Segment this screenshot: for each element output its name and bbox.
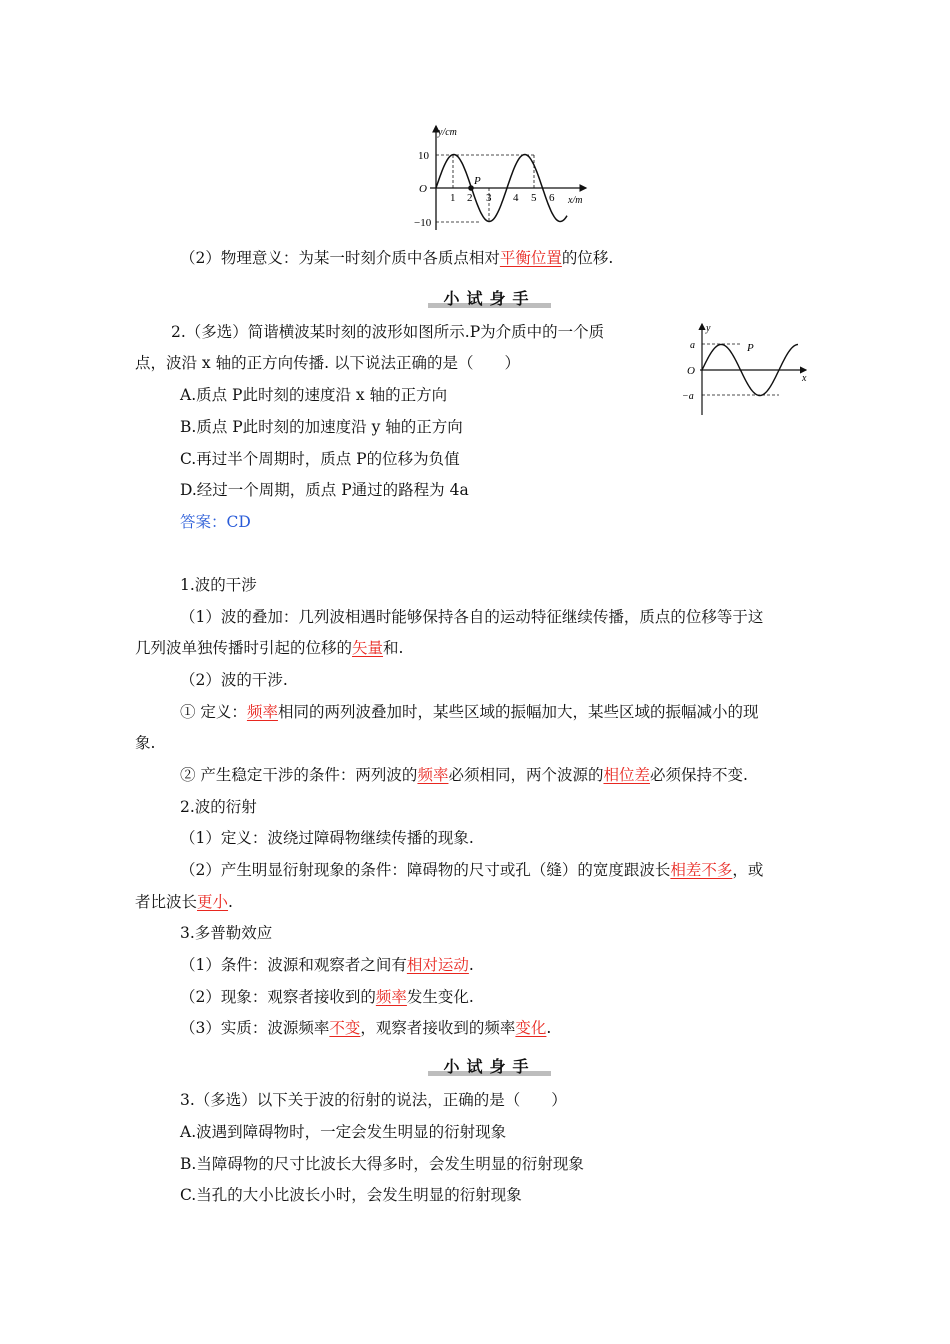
diffraction-condition-line1: （2）产生明显衍射现象的条件：障碍物的尺寸或孔（缝）的宽度跟波长相差不多，或 [180,861,764,879]
banner-title: 小试身手 [443,289,536,308]
superposition-line2: 几列波单独传播时引起的位移的矢量和. [135,639,404,657]
q2-option-a: A.质点 P此时刻的速度沿 x 轴的正方向 [180,386,448,404]
diffraction-condition-line2: 者比波长更小. [135,893,233,911]
point-label: P [747,342,754,354]
q2-stem-line1: 2.（多选）简谐横波某时刻的波形如图所示.P为介质中的一个质 [171,323,605,341]
q3-option-b: B.当障碍物的尺寸比波长大得多时，会发生明显的衍射现象 [180,1155,584,1173]
q2-stem-line2: 点，波沿 x 轴的正方向传播. 以下说法正确的是（ ） [135,354,520,372]
origin-label: O [419,183,427,195]
wave-graph-1 [410,122,610,237]
section-banner-2 [428,1055,551,1077]
q2-option-d: D.经过一个周期，质点 P通过的路程为 4a [180,481,469,499]
heading-interference: 1.波的干涉 [180,576,257,594]
answer-blank: 平衡位置 [499,249,562,267]
interference-definition-line2: 象. [135,734,156,752]
q3-option-a: A.波遇到障碍物时，一定会发生明显的衍射现象 [180,1123,507,1141]
y-tick-10: 10 [418,150,429,162]
superposition-line1: （1）波的叠加：几列波相遇时能够保持各自的运动特征继续传播，质点的位移等于这 [180,608,764,626]
banner-title: 小试身手 [443,1057,536,1076]
physics-meaning-line: （2）物理意义：为某一时刻介质中各质点相对平衡位置的位移. [180,249,614,267]
y-axis-label: y [706,323,711,334]
neg-amplitude-label: −a [682,391,694,402]
y-axis-label: y/cm [438,127,457,138]
interference-definition-line1: ① 定义：频率相同的两列波叠加时，某些区域的振幅加大，某些区域的振幅减小的现 [180,703,759,721]
q2-option-c: C.再过半个周期时，质点 P的位移为负值 [180,450,460,468]
q2-option-b: B.质点 P此时刻的加速度沿 y 轴的正方向 [180,418,463,436]
x-tick-2: 2 [467,192,473,204]
wave-graph-2 [680,322,810,417]
q3-option-c: C.当孔的大小比波长小时，会发生明显的衍射现象 [180,1186,522,1204]
x-tick-6: 6 [549,192,555,204]
x-tick-3: 3 [486,192,492,204]
interference-condition: ② 产生稳定干涉的条件：两列波的频率必须相同，两个波源的相位差必须保持不变. [180,766,748,784]
x-tick-4: 4 [513,192,519,204]
x-tick-5: 5 [531,192,537,204]
heading-doppler: 3.多普勒效应 [180,924,273,942]
doppler-condition: （1）条件：波源和观察者之间有相对运动. [180,956,474,974]
amplitude-label: a [690,340,695,351]
interference-subheading: （2）波的干涉. [180,671,288,689]
x-axis-label: x/m [568,195,583,206]
doppler-phenomenon: （2）现象：观察者接收到的频率发生变化. [180,988,474,1006]
x-tick-1: 1 [450,192,456,204]
section-banner-1 [428,287,551,309]
x-axis-label: x [802,373,807,384]
doppler-essence: （3）实质：波源频率不变，观察者接收到的频率变化. [180,1019,552,1037]
origin-label: O [687,365,695,377]
point-p [468,185,474,191]
point-label: P [474,175,481,187]
q2-answer: 答案：CD [180,513,251,531]
heading-diffraction: 2.波的衍射 [180,798,257,816]
q3-stem: 3.（多选）以下关于波的衍射的说法，正确的是（ ） [180,1091,567,1109]
diffraction-definition: （1）定义：波绕过障碍物继续传播的现象. [180,829,474,847]
y-tick-neg10: −10 [414,217,432,229]
